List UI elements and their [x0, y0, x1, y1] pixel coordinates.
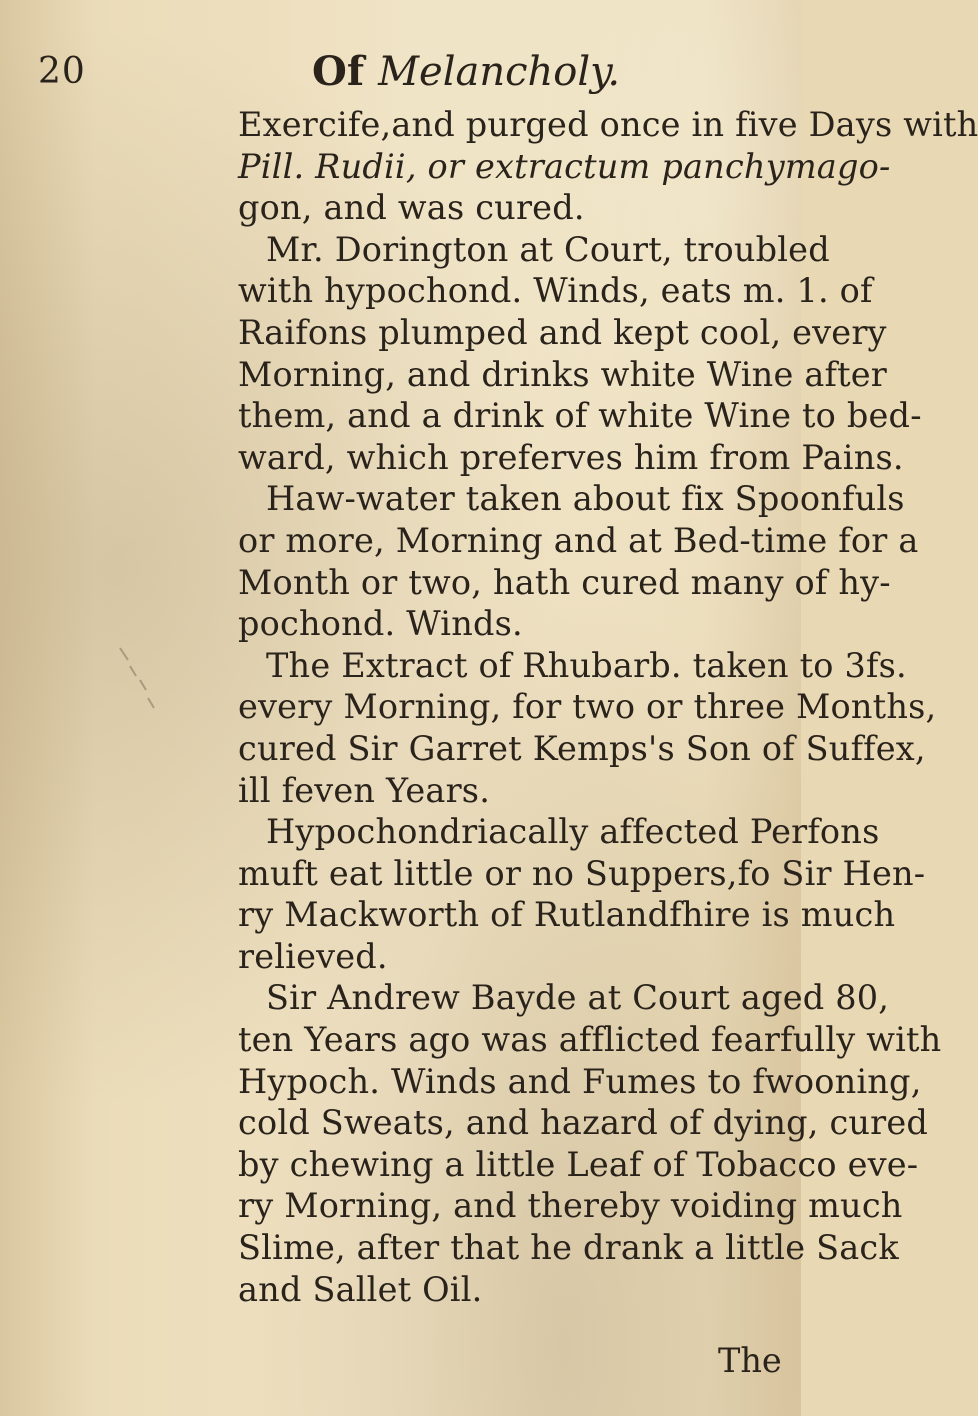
text-line: gon, and was cured. [238, 188, 585, 228]
text-line: Pill. Rudii, or extractum panchymago- [238, 146, 891, 186]
text-line: cold Sweats, and hazard of dying, cured [238, 1103, 929, 1143]
text-line: ten Years ago was afflicted fearfully with [238, 1020, 942, 1060]
text-line: The Extract of Rhubarb. taken to 3fs. [266, 645, 907, 685]
body-text [238, 104, 978, 1310]
text-line: ward, which preferves him from Pains. [238, 437, 904, 477]
text-line: Month or two, hath cured many of hy- [238, 562, 891, 602]
running-title-lead: Of [312, 48, 365, 95]
running-title-rest: Melancholy. [378, 49, 621, 95]
running-title [312, 42, 620, 102]
text-line: ill feven Years. [238, 770, 491, 810]
text-line: Haw-water taken about fix Spoonfuls [266, 479, 905, 519]
text-line: Hypochondriacally affected Perfons [266, 812, 880, 852]
text-line: relieved. [238, 936, 388, 976]
catchword: The [718, 1341, 782, 1380]
text-line: every Morning, for two or three Months, [238, 687, 937, 727]
text-line: Morning, and drinks white Wine after [238, 354, 887, 394]
text-line: cured Sir Garret Kemps's Son of Suffex, [238, 728, 926, 768]
page-number: 20 [38, 51, 86, 92]
margin-pencil-mark [100, 618, 210, 798]
text-line: with hypochond. Winds, eats m. 1. of [238, 271, 873, 311]
text-line: muft eat little or no Suppers,fo Sir Hen- [238, 853, 926, 893]
page-header [0, 42, 801, 102]
text-line: pochond. Winds. [238, 604, 523, 644]
text-line: ry Mackworth of Rutlandfhire is much [238, 895, 896, 935]
text-line: Slime, after that he drank a little Sack [238, 1228, 899, 1268]
text-line: Raifons plumped and kept cool, every [238, 312, 887, 352]
text-line: Sir Andrew Bayde at Court aged 80, [266, 978, 890, 1018]
text-line: and Sallet Oil. [238, 1269, 483, 1309]
text-line: or more, Morning and at Bed-time for a [238, 520, 919, 560]
text-line: Mr. Dorington at Court, troubled [266, 229, 830, 269]
text-line: ry Morning, and thereby voiding much [238, 1186, 903, 1226]
text-line: Exercife,and purged once in five Days with [238, 105, 978, 144]
text-line: by chewing a little Leaf of Tobacco eve- [238, 1144, 919, 1184]
text-line: Hypoch. Winds and Fumes to fwooning, [238, 1061, 922, 1101]
text-line: them, and a drink of white Wine to bed- [238, 396, 922, 436]
